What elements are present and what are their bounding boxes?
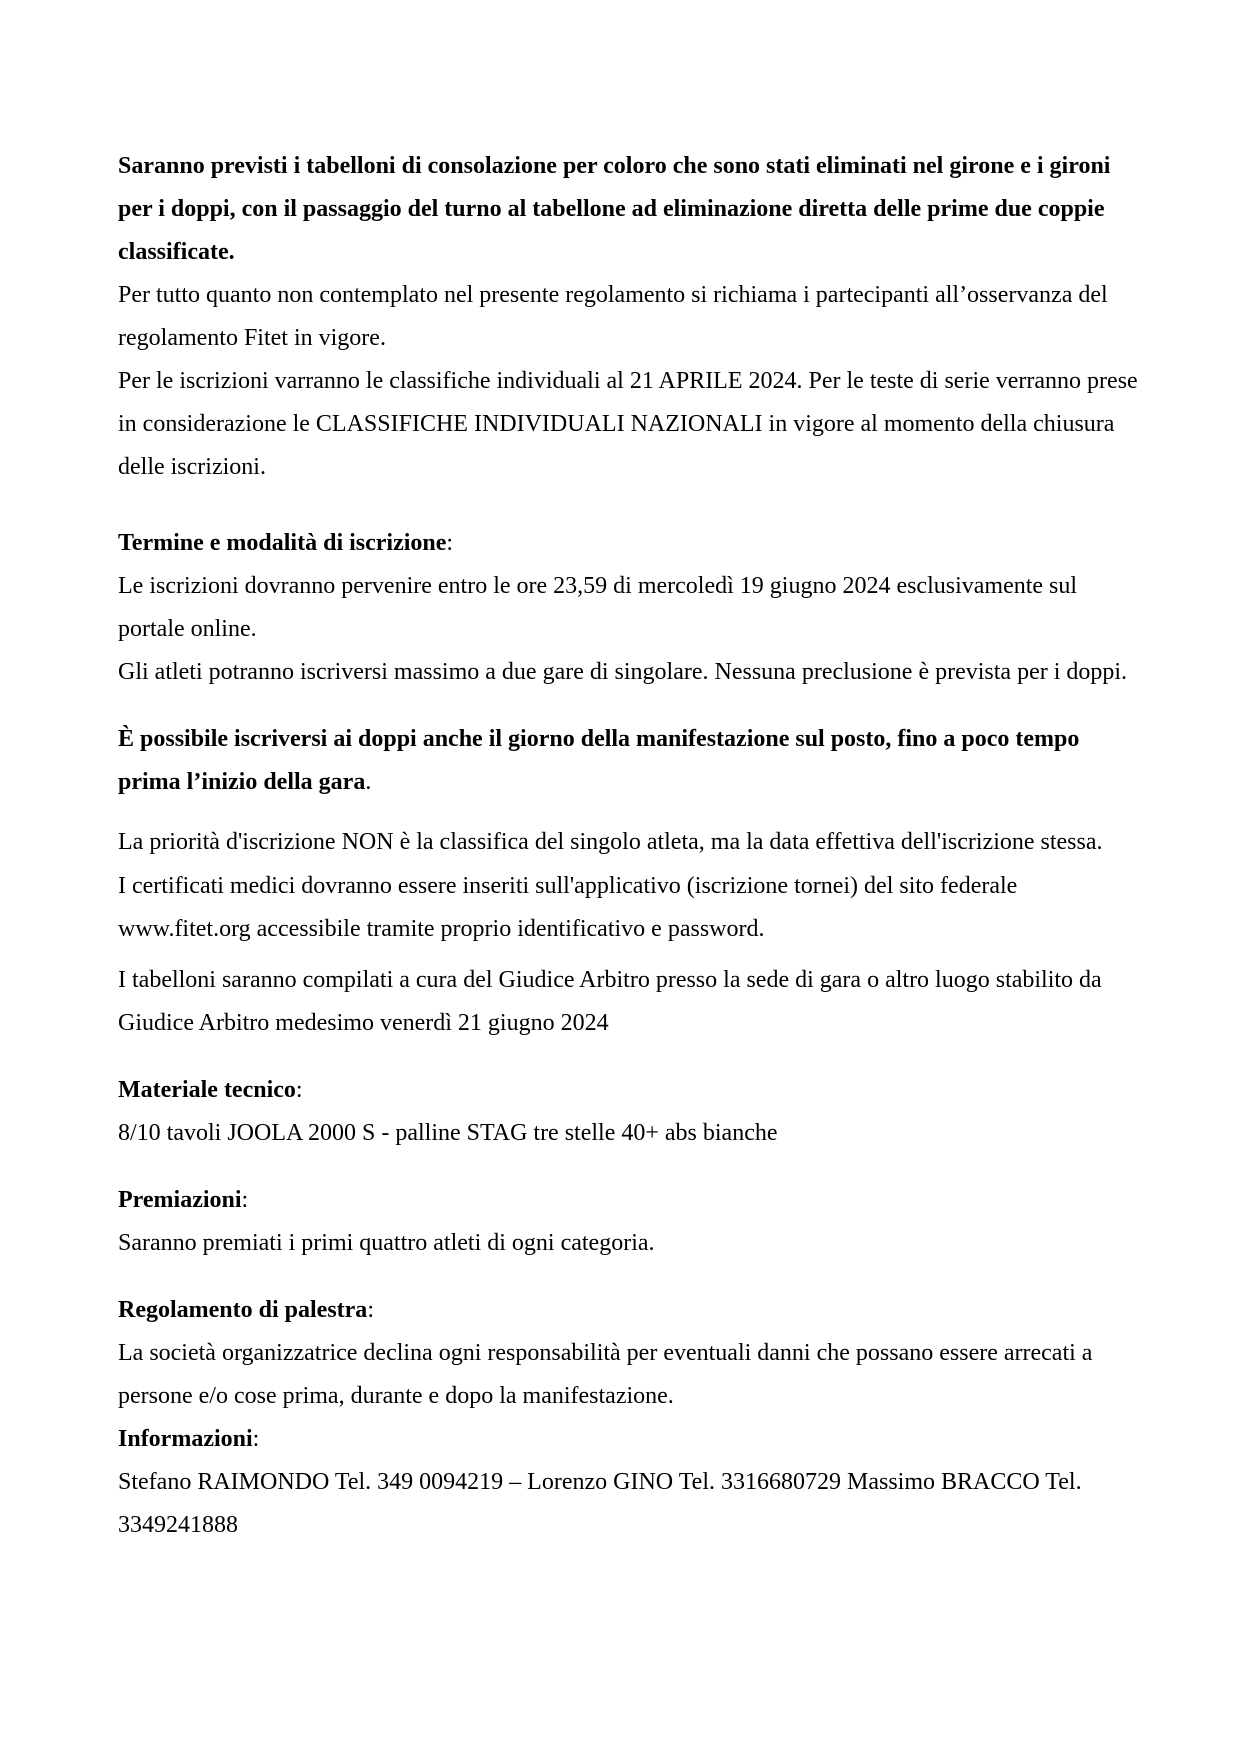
premiazioni-heading xyxy=(118,1179,1138,1222)
termine-heading xyxy=(118,522,1138,565)
consolazione-paragraph: Saranno previsti i tabelloni di consolazione per coloro che sono stati eliminati nel girone e i gironi per i doppi, con il passaggio del turno al tabellone ad eliminazione diretta delle prime due coppie classificate. xyxy=(118,153,1111,265)
premiazioni-paragraph: Saranno premiati i primi quattro atleti di ogni categoria. xyxy=(118,1230,655,1256)
palestra-heading-label: Regolamento di palestra xyxy=(118,1297,368,1323)
premiazioni-heading-label: Premiazioni xyxy=(118,1187,242,1213)
informazioni-heading xyxy=(118,1418,1138,1461)
certificati-paragraph: I certificati medici dovranno essere inseriti sull'applicativo (iscrizione tornei) del sito federale www.fitet.org accessibile tramite proprio identificativo e password. xyxy=(118,873,1018,942)
palestra-paragraph: La società organizzatrice declina ogni responsabilità per eventuali danni che possano essere arrecati a persone e/o cose prima, durante e dopo la manifestazione. xyxy=(118,1340,1093,1409)
termine-heading-colon: : xyxy=(446,530,454,556)
doppi-paragraph xyxy=(118,718,1138,804)
atleti-paragraph: Gli atleti potranno iscriversi massimo a due gare di singolare. Nessuna preclusione è prevista per i doppi. xyxy=(118,659,1128,685)
document-body xyxy=(118,145,1138,1547)
materiale-heading-label: Materiale tecnico xyxy=(118,1077,296,1103)
informazioni-paragraph: Stefano RAIMONDO Tel. 349 0094219 – Lorenzo GINO Tel. 3316680729 Massimo BRACCO Tel. 3349241888 xyxy=(118,1469,1082,1538)
termine-heading-label: Termine e modalità di iscrizione xyxy=(118,530,447,556)
materiale-heading xyxy=(118,1069,1138,1112)
doppi-period: . xyxy=(365,769,372,795)
regolamento-fitet-paragraph: Per tutto quanto non contemplato nel presente regolamento si richiama i partecipanti all’osservanza del regolamento Fitet in vigore. xyxy=(118,282,1108,351)
doppi-bold-text: È possibile iscriversi ai doppi anche il giorno della manifestazione sul posto, fino a poco tempo prima l’inizio della gara xyxy=(118,726,1080,795)
tabelloni-paragraph: I tabelloni saranno compilati a cura del Giudice Arbitro presso la sede di gara o altro luogo stabilito da Giudice Arbitro medesimo venerdì 21 giugno 2024 xyxy=(118,967,1102,1036)
materiale-heading-colon: : xyxy=(295,1077,303,1103)
palestra-heading-colon: : xyxy=(367,1297,374,1323)
informazioni-heading-colon: : xyxy=(252,1426,260,1452)
palestra-heading xyxy=(118,1289,1138,1332)
premiazioni-heading-colon: : xyxy=(241,1187,249,1213)
materiale-paragraph: 8/10 tavoli JOOLA 2000 S - palline STAG tre stelle 40+ abs bianche xyxy=(118,1120,778,1146)
classifiche-paragraph: Per le iscrizioni varranno le classifiche individuali al 21 APRILE 2024. Per le teste di serie verranno prese in considerazione le CLASSIFICHE INDIVIDUALI NAZIONALI in vigore al momento della chiusura delle iscrizioni. xyxy=(118,368,1138,480)
priorita-paragraph: La priorità d'iscrizione NON è la classifica del singolo atleta, ma la data effettiva dell'iscrizione stessa. xyxy=(118,829,1103,855)
informazioni-heading-label: Informazioni xyxy=(118,1426,253,1452)
termine-paragraph: Le iscrizioni dovranno pervenire entro le ore 23,59 di mercoledì 19 giugno 2024 esclusivamente sul portale online. xyxy=(118,573,1078,642)
